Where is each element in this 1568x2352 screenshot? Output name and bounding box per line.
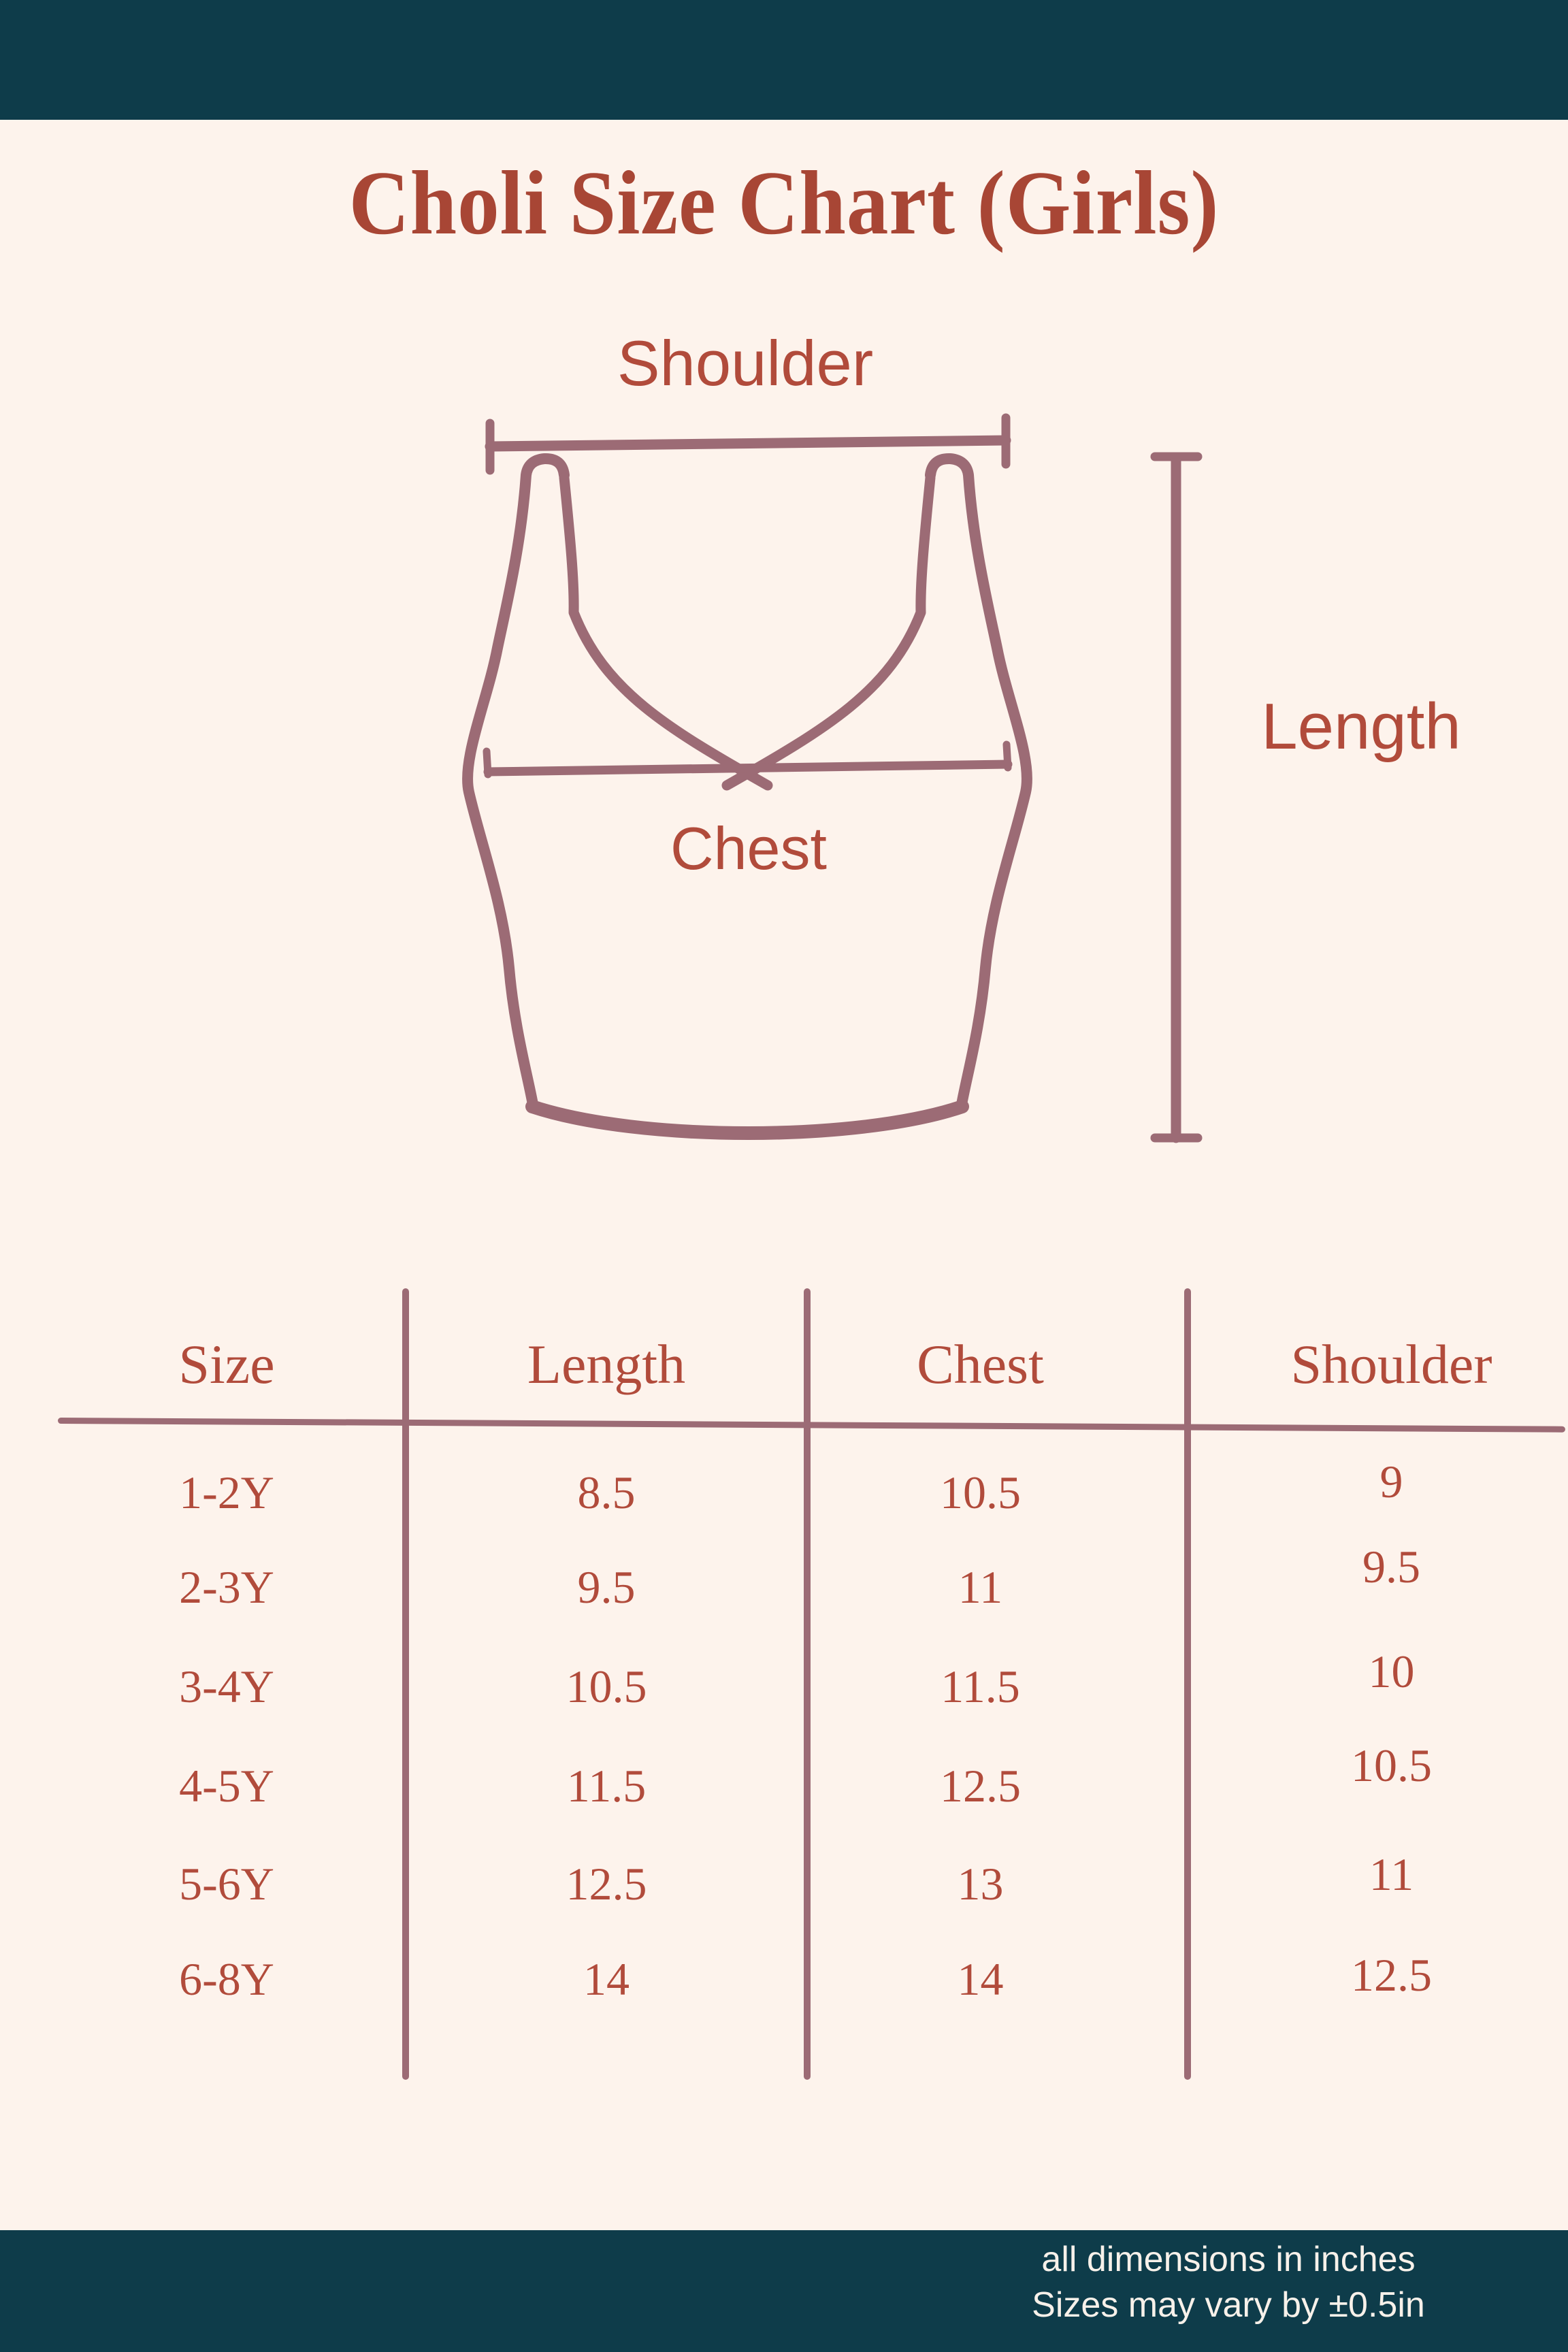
column-header-length: Length <box>527 1333 686 1395</box>
table-row <box>0 1848 1568 1915</box>
table-row <box>0 1948 1568 2010</box>
footer-note-line1: all dimensions in inches <box>1041 2240 1416 2279</box>
cell-length: 9.5 <box>577 1561 636 1613</box>
cell-chest: 11.5 <box>941 1661 1020 1712</box>
table-row <box>0 1740 1568 1817</box>
cell-length: 11.5 <box>566 1760 647 1812</box>
cell-size: 6-8Y <box>179 1953 274 2005</box>
column-header-shoulder: Shoulder <box>1290 1333 1492 1395</box>
cell-shoulder: 10.5 <box>1351 1740 1432 1791</box>
cell-shoulder: 10 <box>1368 1646 1415 1697</box>
shoulder-diagram-label: Shoulder <box>617 327 874 399</box>
footer-note <box>946 2237 1511 2328</box>
choli-outline <box>468 459 1027 1133</box>
cell-chest: 13 <box>957 1858 1004 1910</box>
cell-shoulder: 11 <box>1369 1848 1414 1900</box>
cell-shoulder: 9.5 <box>1362 1541 1420 1592</box>
cell-chest: 11 <box>958 1561 1003 1613</box>
cell-size: 4-5Y <box>179 1760 274 1812</box>
chest-diagram-label: Chest <box>670 815 827 882</box>
cell-shoulder: 9 <box>1379 1456 1403 1507</box>
cell-chest: 10.5 <box>940 1467 1021 1518</box>
column-header-chest: Chest <box>917 1333 1044 1395</box>
column-header-size: Size <box>178 1333 275 1395</box>
length-diagram-label: Length <box>1261 690 1461 763</box>
length-measure-line <box>1155 457 1198 1138</box>
cell-length: 8.5 <box>577 1467 636 1518</box>
table-header-underline <box>58 1418 1565 1433</box>
page-title: Choli Size Chart (Girls) <box>348 152 1220 253</box>
footer-note-line2: Sizes may vary by ±0.5in <box>1032 2285 1425 2325</box>
cell-size: 3-4Y <box>179 1661 274 1712</box>
top-accent-bar <box>0 0 1568 120</box>
cell-length: 10.5 <box>566 1661 647 1712</box>
cell-size: 2-3Y <box>179 1561 274 1613</box>
cell-length: 12.5 <box>566 1858 647 1910</box>
table-row <box>0 1541 1568 1618</box>
table-row <box>0 1456 1568 1524</box>
shoulder-measure-line <box>490 418 1006 470</box>
cell-shoulder: 12.5 <box>1351 1949 1432 2001</box>
table-header-row <box>0 1327 1568 1402</box>
cell-size: 1-2Y <box>179 1467 274 1518</box>
cell-size: 5-6Y <box>179 1858 274 1910</box>
table-row <box>0 1646 1568 1718</box>
cell-length: 14 <box>583 1953 630 2005</box>
cell-chest: 12.5 <box>940 1760 1021 1812</box>
cell-chest: 14 <box>957 1953 1004 2005</box>
chest-line <box>487 745 1008 774</box>
